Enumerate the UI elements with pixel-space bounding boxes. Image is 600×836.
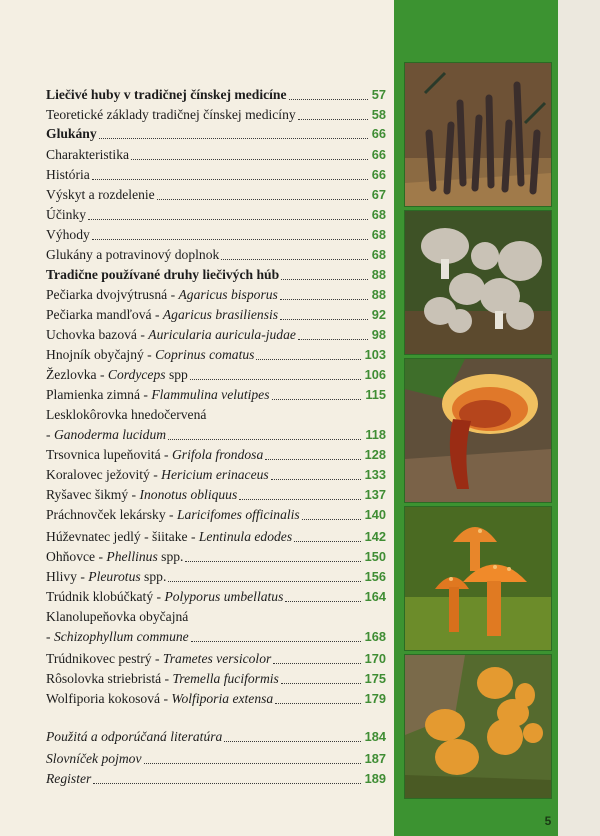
dot-leader <box>289 98 368 100</box>
toc-entry-text: Použitá a odporúčaná literatúra <box>46 729 223 744</box>
toc-entry-text: Výskyt a rozdelenie <box>46 187 155 202</box>
toc-entry <box>46 747 386 767</box>
dot-leader <box>265 458 360 460</box>
toc-entry-text: Liečivé huby v tradičnej čínskej medicíne <box>46 87 287 102</box>
toc-entry-text: Práchnovček lekársky - <box>46 507 177 522</box>
toc-entry-text: Pečiarka dvojvýtrusná - <box>46 287 179 302</box>
toc-entry-latin-name: Schizophyllum commune <box>53 629 189 644</box>
toc-entry-latin-name: Coprinus comatus <box>155 347 255 362</box>
toc-page-number: 98 <box>371 327 386 342</box>
toc-entry <box>46 303 386 323</box>
toc-entry <box>46 223 386 243</box>
toc-entry-text: spp. <box>157 549 184 564</box>
dot-leader <box>185 560 360 562</box>
toc-entry-title <box>46 569 166 585</box>
toc-entry-latin-name: Polyporus umbellatus <box>164 589 284 604</box>
toc-entry-latin-name: Wolfiporia extensa <box>171 691 274 706</box>
toc-entry-latin-name: Phellinus <box>106 549 158 564</box>
toc-entry-title <box>46 507 300 523</box>
toc-entry-title <box>46 307 278 323</box>
toc-entry-title <box>46 207 86 223</box>
toc-page-number: 103 <box>364 347 386 362</box>
toc-page-number: 67 <box>371 187 386 202</box>
toc-entry <box>46 243 386 263</box>
toc-entry <box>46 605 386 625</box>
toc-entry <box>46 203 386 223</box>
dot-leader <box>256 358 360 360</box>
toc-page-number: 88 <box>371 267 386 282</box>
toc-entry-title <box>46 187 155 203</box>
dot-leader <box>281 278 368 280</box>
toc-entry-title <box>46 427 166 443</box>
toc-entry-title <box>46 467 269 483</box>
toc-entry-text: Žezlovka - <box>46 367 108 382</box>
toc-entry-text: - <box>46 629 54 644</box>
toc-entry <box>46 503 386 523</box>
toc-entry-text: Trúdnik klobúčkatý - <box>46 589 165 604</box>
toc-entry-text: História <box>46 167 90 182</box>
toc-entry-latin-name: Pleurotus <box>88 569 141 584</box>
toc-entry-text: Hnojník obyčajný - <box>46 347 156 362</box>
dot-leader <box>92 178 368 180</box>
toc-entry-latin-name: Trametes versicolor <box>162 651 272 666</box>
dot-leader <box>191 640 361 642</box>
toc-entry-text: spp <box>165 367 188 382</box>
toc-entry-title <box>46 147 129 163</box>
toc-entry-latin-name: Agaricus bisporus <box>178 287 278 302</box>
toc-page-number: 57 <box>371 87 386 102</box>
toc-entry-title <box>46 771 91 787</box>
toc-entry-title <box>46 729 222 745</box>
page-number: 5 <box>544 814 552 828</box>
toc-page-number: 140 <box>364 507 386 522</box>
toc-entry-title <box>46 347 254 363</box>
toc-page-number: 150 <box>364 549 386 564</box>
toc-entry <box>46 725 386 745</box>
toc-entry <box>46 103 386 123</box>
toc-entry <box>46 647 386 667</box>
toc-entry-latin-name: Hericium erinaceus <box>161 467 269 482</box>
toc-entry <box>46 565 386 585</box>
toc-entry-text: Rôsolovka striebristá - <box>46 671 173 686</box>
toc-page-number: 68 <box>371 247 386 262</box>
toc-entry-title <box>46 549 183 565</box>
toc-entry-text: - <box>46 427 54 442</box>
toc-page-number: 58 <box>371 107 386 122</box>
toc-entry-title <box>46 629 189 645</box>
toc-page-number: 68 <box>371 207 386 222</box>
toc-entry-text: Register <box>46 771 92 786</box>
dot-leader <box>294 540 361 542</box>
toc-entry-text: Klanolupeňovka obyčajná <box>46 609 189 624</box>
toc-page-number: 68 <box>371 227 386 242</box>
toc-page-number: 175 <box>364 671 386 686</box>
toc-entry <box>46 283 386 303</box>
toc-entry <box>46 667 386 687</box>
dot-leader <box>280 298 368 300</box>
toc-page-number: 189 <box>364 771 386 786</box>
toc-entry-latin-name: Grifola frondosa <box>171 447 264 462</box>
toc-entry-text: spp. <box>140 569 167 584</box>
toc-entry-latin-name: Agaricus brasiliensis <box>162 307 279 322</box>
toc-entry-latin-name: Flammulina velutipes <box>151 387 270 402</box>
toc-entry-text: Koralovec ježovitý - <box>46 467 162 482</box>
toc-page-number: 66 <box>371 167 386 182</box>
toc-entry-title <box>46 589 283 605</box>
toc-page-number: 168 <box>364 629 386 644</box>
dot-leader <box>88 218 368 220</box>
toc-page-number: 179 <box>364 691 386 706</box>
toc-entry <box>46 122 386 142</box>
toc-entry-text: Charakteristika <box>46 147 130 162</box>
toc-entry-latin-name: Inonotus obliquus <box>139 487 238 502</box>
toc-entry-title <box>46 407 206 423</box>
toc-entry <box>46 687 386 707</box>
dot-leader <box>93 782 360 784</box>
dot-leader <box>157 198 368 200</box>
toc-entry-text: Tradične používané druhy liečivých húb <box>46 267 280 282</box>
toc-entry <box>46 625 386 645</box>
toc-entry-text: Glukány a potravinový doplnok <box>46 247 220 262</box>
toc-page-number: 170 <box>364 651 386 666</box>
dot-leader <box>144 762 361 764</box>
dot-leader <box>298 338 368 340</box>
toc-page-number: 164 <box>364 589 386 604</box>
toc-entry <box>46 83 386 103</box>
toc-entry-text: Ryšavec šikmý - <box>46 487 140 502</box>
toc-entry <box>46 443 386 463</box>
dot-leader <box>281 682 361 684</box>
toc-page-number: 118 <box>365 427 386 442</box>
dot-leader <box>99 137 368 139</box>
toc-entry-title <box>46 751 142 767</box>
toc-entry-title <box>46 447 263 463</box>
toc-entry-title <box>46 671 279 687</box>
toc-entry-title <box>46 529 292 545</box>
toc-entry <box>46 263 386 283</box>
toc-entry <box>46 163 386 183</box>
toc-entry-title <box>46 87 287 103</box>
toc-page-number: 187 <box>364 751 386 766</box>
toc-entry <box>46 183 386 203</box>
dot-leader <box>285 600 360 602</box>
toc-entry <box>46 463 386 483</box>
dot-leader <box>190 378 361 380</box>
dot-leader <box>131 158 368 160</box>
toc-page-number: 66 <box>371 147 386 162</box>
toc-entry-text: Glukány <box>46 126 97 141</box>
toc-entry-text: Trsovnica lupeňovitá - <box>46 447 172 462</box>
toc-entry-text: Trúdnikovec pestrý - <box>46 651 163 666</box>
toc-page-number: 137 <box>364 487 386 502</box>
toc-entry-text: Wolfiporia kokosová - <box>46 691 172 706</box>
toc-page-number: 106 <box>364 367 386 382</box>
toc-entry-text: Plamienka zimná - <box>46 387 152 402</box>
toc-entry-latin-name: Lentinula edodes <box>198 529 293 544</box>
toc-entry-title <box>46 367 188 383</box>
toc-entry-text: Teoretické základy tradičnej čínskej medicíny <box>46 107 296 122</box>
toc-entry-title <box>46 167 90 183</box>
toc-entry-title <box>46 267 279 283</box>
toc-entry-text: Hlivy - <box>46 569 89 584</box>
dot-leader <box>239 498 360 500</box>
toc-page-number: 88 <box>371 287 386 302</box>
toc-entry-text: Húževnatec jedlý - šiitake - <box>46 529 199 544</box>
toc-entry <box>46 525 386 545</box>
toc-entry <box>46 343 386 363</box>
toc-page-number: 115 <box>365 387 386 402</box>
dot-leader <box>221 258 367 260</box>
toc-entry <box>46 545 386 565</box>
dot-leader <box>275 702 360 704</box>
dot-leader <box>272 398 362 400</box>
toc-entry <box>46 403 386 423</box>
dot-leader <box>271 478 361 480</box>
dot-leader <box>273 662 360 664</box>
toc-entry-text: Lesklokôrovka hnedočervená <box>46 407 207 422</box>
toc-entry-title <box>46 651 271 667</box>
toc-page-number: 92 <box>371 307 386 322</box>
toc-entry-title <box>46 487 237 503</box>
dot-leader <box>280 318 368 320</box>
toc-entry-latin-name: Tremella fuciformis <box>172 671 279 686</box>
toc-page-number: 184 <box>364 729 386 744</box>
toc-entry <box>46 483 386 503</box>
toc-entry <box>46 323 386 343</box>
toc-entry-latin-name: Ganoderma lucidum <box>53 427 167 442</box>
dot-leader <box>168 580 360 582</box>
ganoderma-photo <box>404 358 552 503</box>
coprinus-photo <box>404 210 552 355</box>
dot-leader <box>302 518 361 520</box>
dot-leader <box>224 740 360 742</box>
toc-entry-latin-name: Laricifomes officinalis <box>176 507 300 522</box>
toc-entry-text: Slovníček pojmov <box>46 751 142 766</box>
toc-entry <box>46 383 386 403</box>
toc-entry-title <box>46 107 296 123</box>
toc-page-number: 128 <box>364 447 386 462</box>
toc-entry-title <box>46 327 296 343</box>
toc-entry-text: Pečiarka mandľová - <box>46 307 163 322</box>
toc-page-number: 133 <box>364 467 386 482</box>
toc-entry-text: Uchovka bazová - <box>46 327 149 342</box>
toc-page-number: 156 <box>364 569 386 584</box>
toc-entry-text: Ohňovce - <box>46 549 107 564</box>
toc-entry-title <box>46 387 270 403</box>
toc-entry <box>46 423 386 443</box>
toc-entry <box>46 363 386 383</box>
toc-entry-latin-name: Cordyceps <box>107 367 166 382</box>
toc-page-number: 66 <box>371 126 386 141</box>
dot-leader <box>92 238 368 240</box>
toc-entry-title <box>46 609 188 625</box>
toc-entry-text: Účinky <box>46 207 87 222</box>
dot-leader <box>168 438 361 440</box>
toc-entry <box>46 585 386 605</box>
toc-entry-latin-name: Auricularia auricula-judae <box>148 327 296 342</box>
orange-mushroom-photo <box>404 506 552 651</box>
toc-entry-title <box>46 287 278 303</box>
toc-entry <box>46 143 386 163</box>
toc-entry-title <box>46 227 90 243</box>
cordyceps-photo <box>404 62 552 207</box>
toc-entry-title <box>46 126 97 142</box>
dot-leader <box>298 118 368 120</box>
page-edge <box>558 0 600 836</box>
toc-entry-text: Výhody <box>46 227 90 242</box>
toc-page-number: 142 <box>364 529 386 544</box>
toc-entry-title <box>46 247 219 263</box>
toc-entry-title <box>46 691 273 707</box>
mushroom-cluster-photo <box>404 654 552 799</box>
toc-entry <box>46 767 386 787</box>
